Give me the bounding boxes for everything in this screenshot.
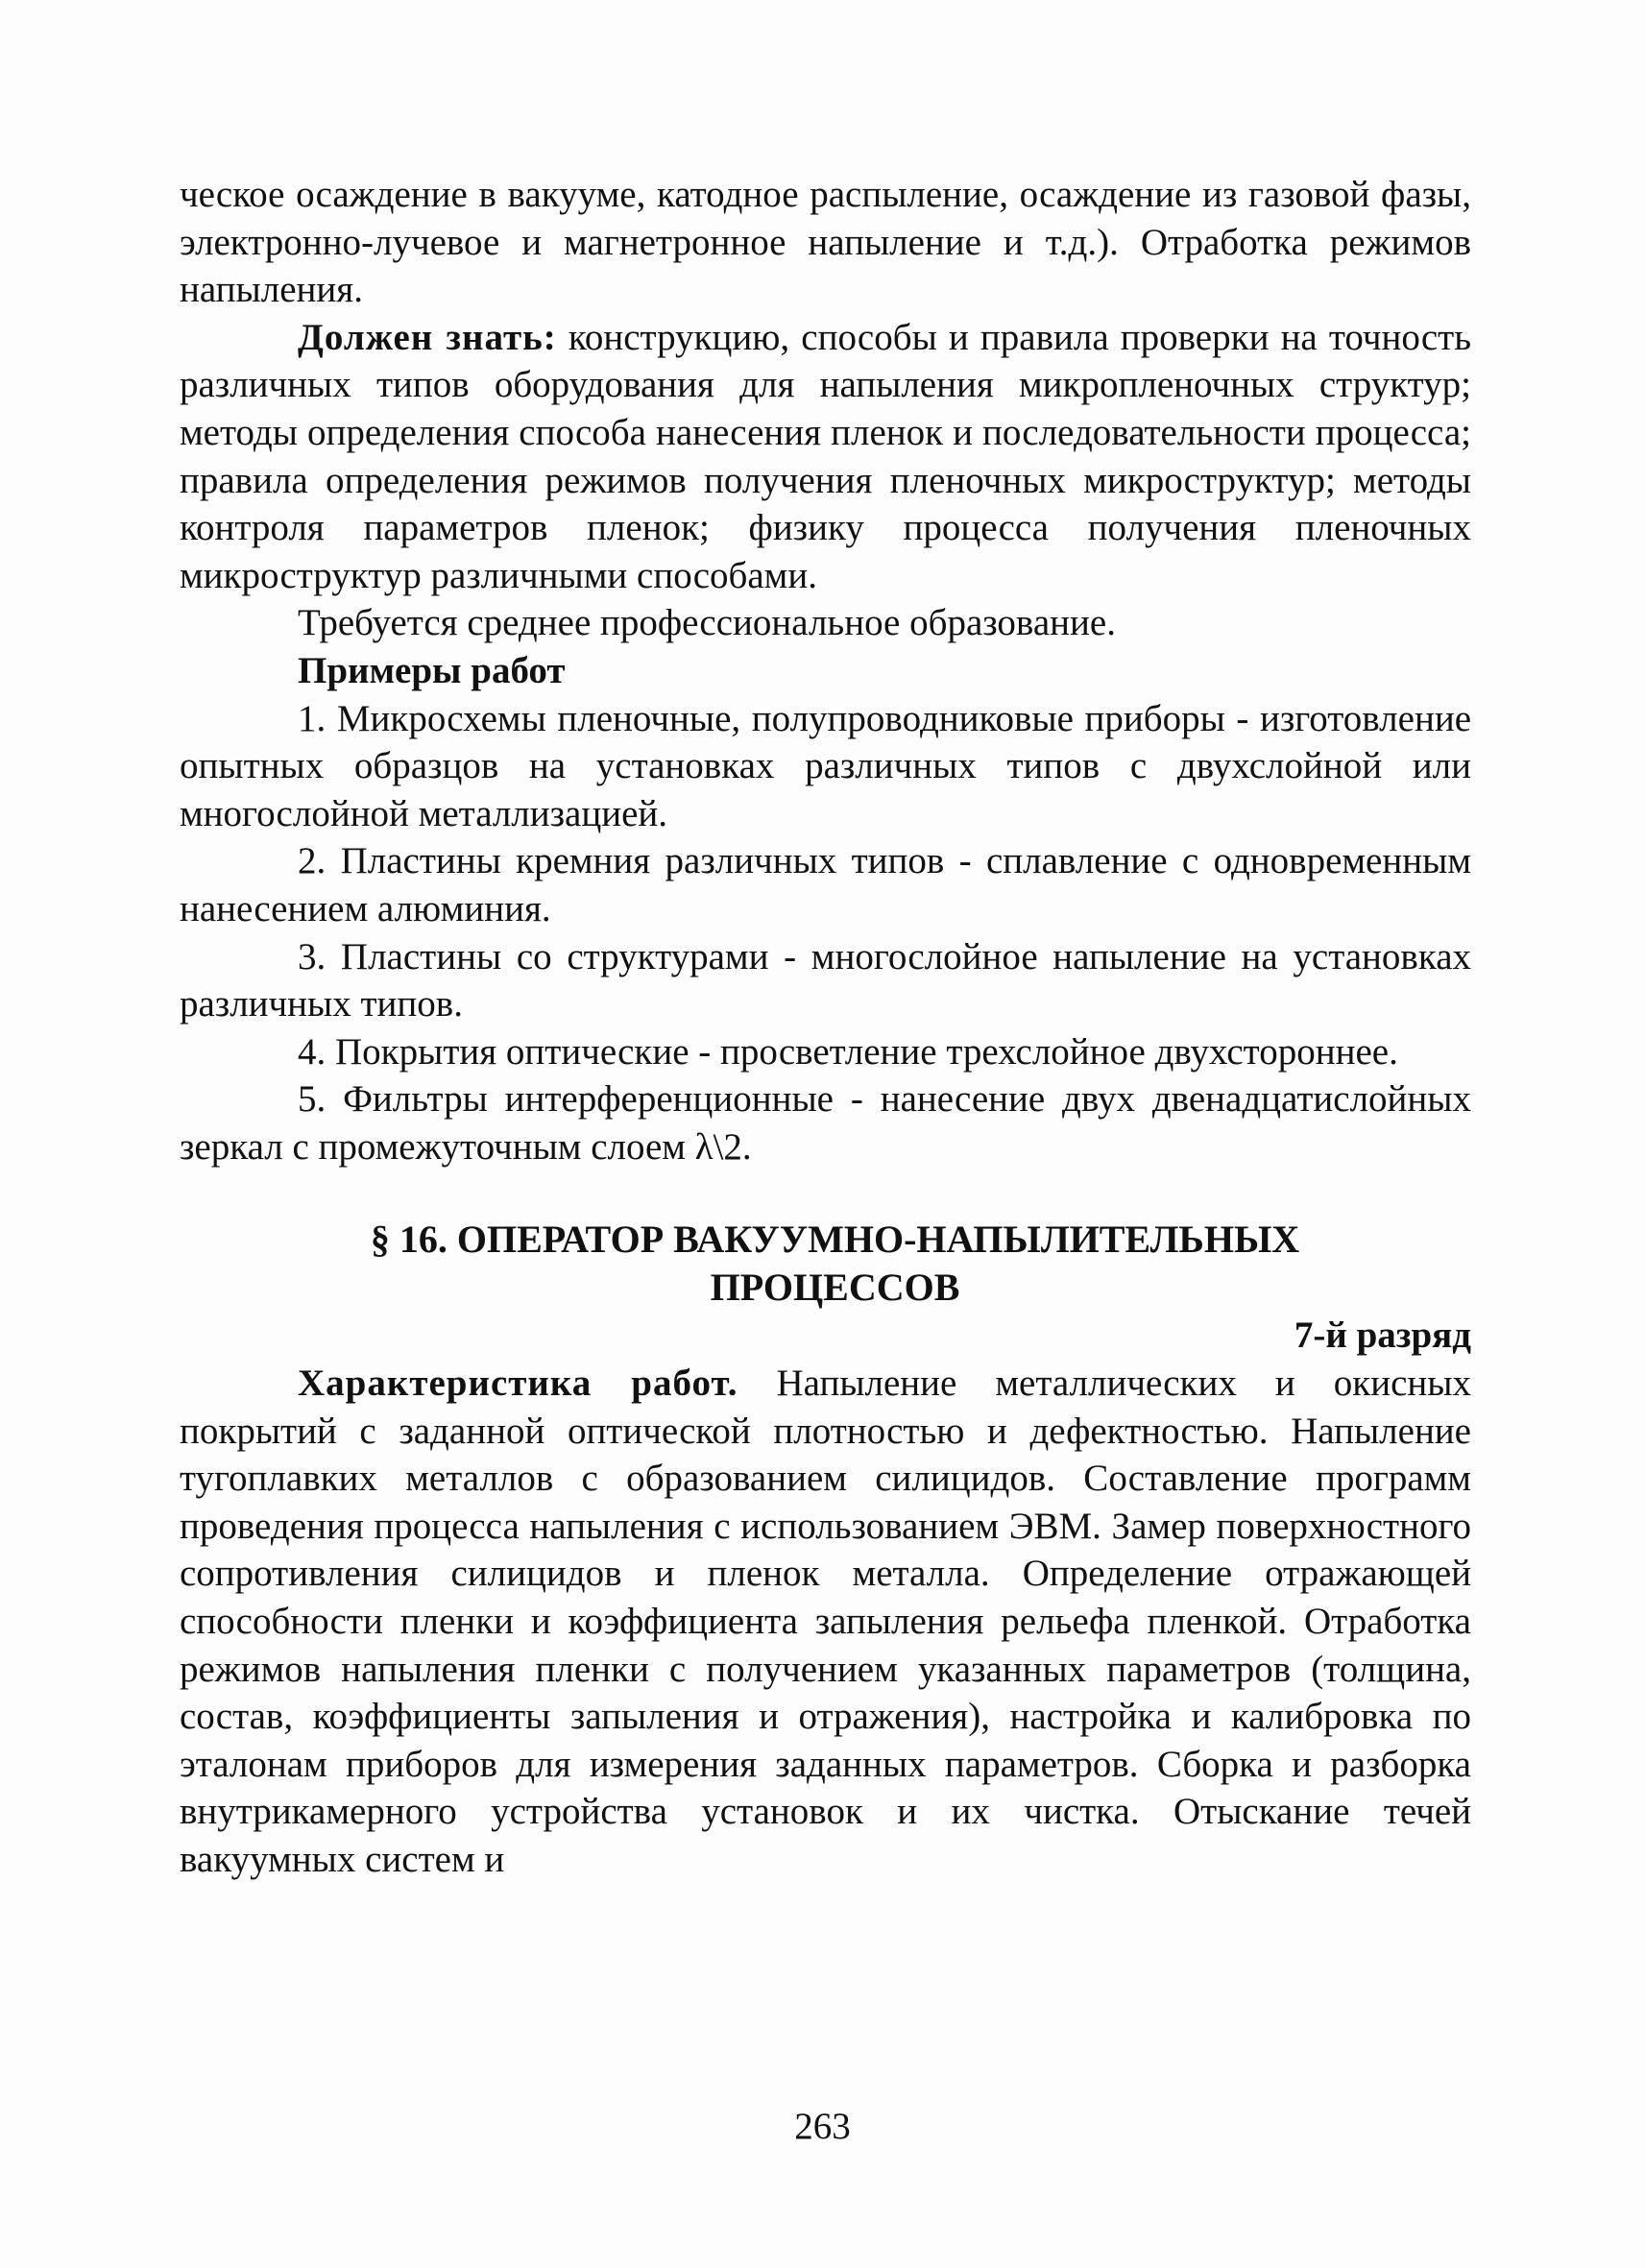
characteristic-label: Характеристика работ. <box>298 1363 738 1405</box>
example-item-5: 5. Фильтры интерференционные - нанесение двух двенадцатислойных зеркал с промежуточным слоем λ\2. <box>180 1078 1471 1168</box>
example-item-4: 4. Покрытия оптические - просветление трехслойное двухстороннее. <box>298 1030 1398 1073</box>
example-item-3: 3. Пластины со структурами - многослойное напыление на установках различных типов. <box>180 935 1471 1025</box>
must-know-text: конструкцию, способы и правила проверки на точность различных типов оборудования для напыления микропленочных структур; методы определения способа нанесения пленок и последовательности процесса; правила определения режимов получения пленочных микроструктур; методы контроля параметров пленок; физику процесса получения пленочных микроструктур различными способами. <box>180 316 1471 596</box>
page-body <box>180 171 1471 1884</box>
education-requirement: Требуется среднее профессиональное образование. <box>298 602 1116 644</box>
characteristic-text: Напыление металлических и окисных покрытий с заданной оптической плотностью и дефектностью. Напыление тугоплавких металлов с образованием силицидов. Составление программ проведения процесса напыления с использованием ЭВМ. Замер поверхностного сопротивления силицидов и пленок металла. Определение отражающей способности пленки и коэффициента запыления рельефа пленкой. Отработка режимов напыления пленки с получением указанных параметров (толщина, состав, коэффициенты запыления и отражения), настройка и калибровка по эталонам приборов для измерения заданных параметров. Сборка и разборка внутрикамерного устройства установок и их чистка. Отыскание течей вакуумных систем и <box>180 1363 1471 1880</box>
examples-heading: Примеры работ <box>298 649 566 691</box>
example-item-1: 1. Микросхемы пленочные, полупроводниковые приборы - изготовление опытных образцов на установках различных типов с двухслойной или многослойной металлизацией. <box>180 697 1471 834</box>
section-title-line-2: ПРОЦЕССОВ <box>710 1266 960 1310</box>
opening-paragraph: ческое осаждение в вакууме, катодное распыление, осаждение из газовой фазы, электронно-лучевое и магнетронное напыление и т.д.). Отработка режимов напыления. <box>180 174 1471 311</box>
grade-label: 7-й разряд <box>1294 1315 1471 1357</box>
page-number: 263 <box>794 2106 851 2147</box>
must-know-label: Должен знать: <box>298 316 557 358</box>
example-item-2: 2. Пластины кремния различных типов - сплавление с одновременным нанесением алюминия. <box>180 840 1471 929</box>
section-title-line-1: § 16. ОПЕРАТОР ВАКУУМНО-НАПЫЛИТЕЛЬНЫХ <box>370 1218 1300 1262</box>
characteristic-paragraph <box>180 1360 1471 1884</box>
must-know-paragraph <box>180 314 1471 600</box>
section-spacer <box>180 1170 1471 1216</box>
